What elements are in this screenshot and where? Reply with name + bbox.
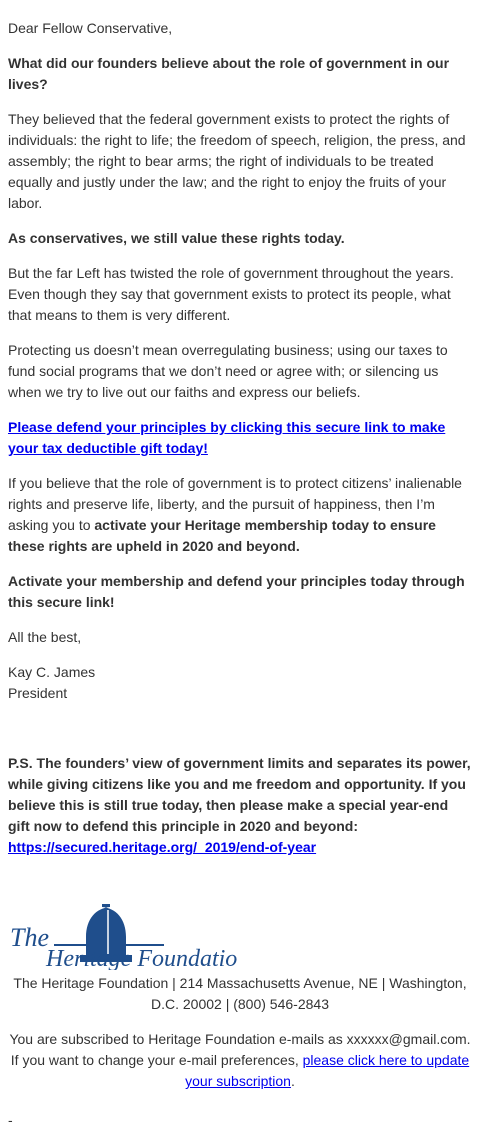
logo-the: The <box>10 923 49 952</box>
paragraph-protecting-us: Protecting us doesn’t mean overregulating business; using our taxes to fund social programs that we don’t need or agree with; or silencing us when we try to live out our faiths and express our beliefs. <box>8 342 448 400</box>
liberty-bell-logo-icon <box>8 902 238 970</box>
activate-bold-text: activate your Heritage membership today to ensure these rights are upheld in 2020 and beyond. <box>8 517 436 554</box>
postscript-text: P.S. The founders’ view of government limits and separates its power, while giving citizens like you and me freedom and opportunity. If you believe this is still true today, then please make a special year-end gift now to defend this principle in 2020 and beyond: <box>8 755 471 834</box>
paragraph-activate-membership <box>8 473 472 557</box>
footer-dash: - <box>8 1112 13 1128</box>
postscript-link[interactable]: https://secured.heritage.org/_2019/end-of-year <box>8 839 317 855</box>
greeting: Dear Fellow Conservative, <box>8 20 173 36</box>
period: . <box>290 1073 295 1089</box>
signature <box>8 662 472 704</box>
heritage-logo[interactable] <box>8 902 238 970</box>
donate-link[interactable]: Please defend your principles by clicking this secure link to make your tax deductible gift today! <box>8 419 446 456</box>
activate-text: If you believe that the role of government is to protect citizens’ inalienable rights and preserve life, liberty, and the pursuit of happiness, then I’m asking you to <box>8 475 462 533</box>
signature-name: Kay C. James <box>8 664 96 680</box>
paragraph-far-left: But the far Left has twisted the role of government throughout the years. Even though they say that government exists to protect its people, what that means to them is very different. <box>8 265 454 323</box>
paragraph-conservatives-value: As conservatives, we still value these rights today. <box>8 230 345 246</box>
update-subscription-link[interactable]: please click here to update your subscription <box>185 1052 470 1089</box>
paragraph-secure-link: Activate your membership and defend your principles today through this secure link! <box>8 573 465 610</box>
paragraph-founders-beliefs: They believed that the federal government exists to protect the rights of individuals: the right to life; the freedom of speech, religion, the press, and assembly; the right to bear arms; the right of individuals to be treated equally and justly under the law; and the right to enjoy the fruits of your labor. <box>8 111 466 211</box>
subscription-text: You are subscribed to Heritage Foundation e-mails as xxxxxx@gmail.com. If you want to change your e-mail preferences, <box>9 1031 471 1068</box>
footer-subscription <box>8 1029 472 1092</box>
question-heading: What did our founders believe about the role of government in our lives? <box>8 55 450 92</box>
postscript <box>8 753 472 858</box>
logo-name: Heritage Foundation <box>46 946 238 970</box>
footer-address: The Heritage Foundation | 214 Massachusetts Avenue, NE | Washington, D.C. 20002 | (800) 546-2843 <box>13 975 467 1012</box>
signature-title: President <box>8 685 68 701</box>
donate-link-paragraph <box>8 417 472 459</box>
signoff: All the best, <box>8 629 82 645</box>
